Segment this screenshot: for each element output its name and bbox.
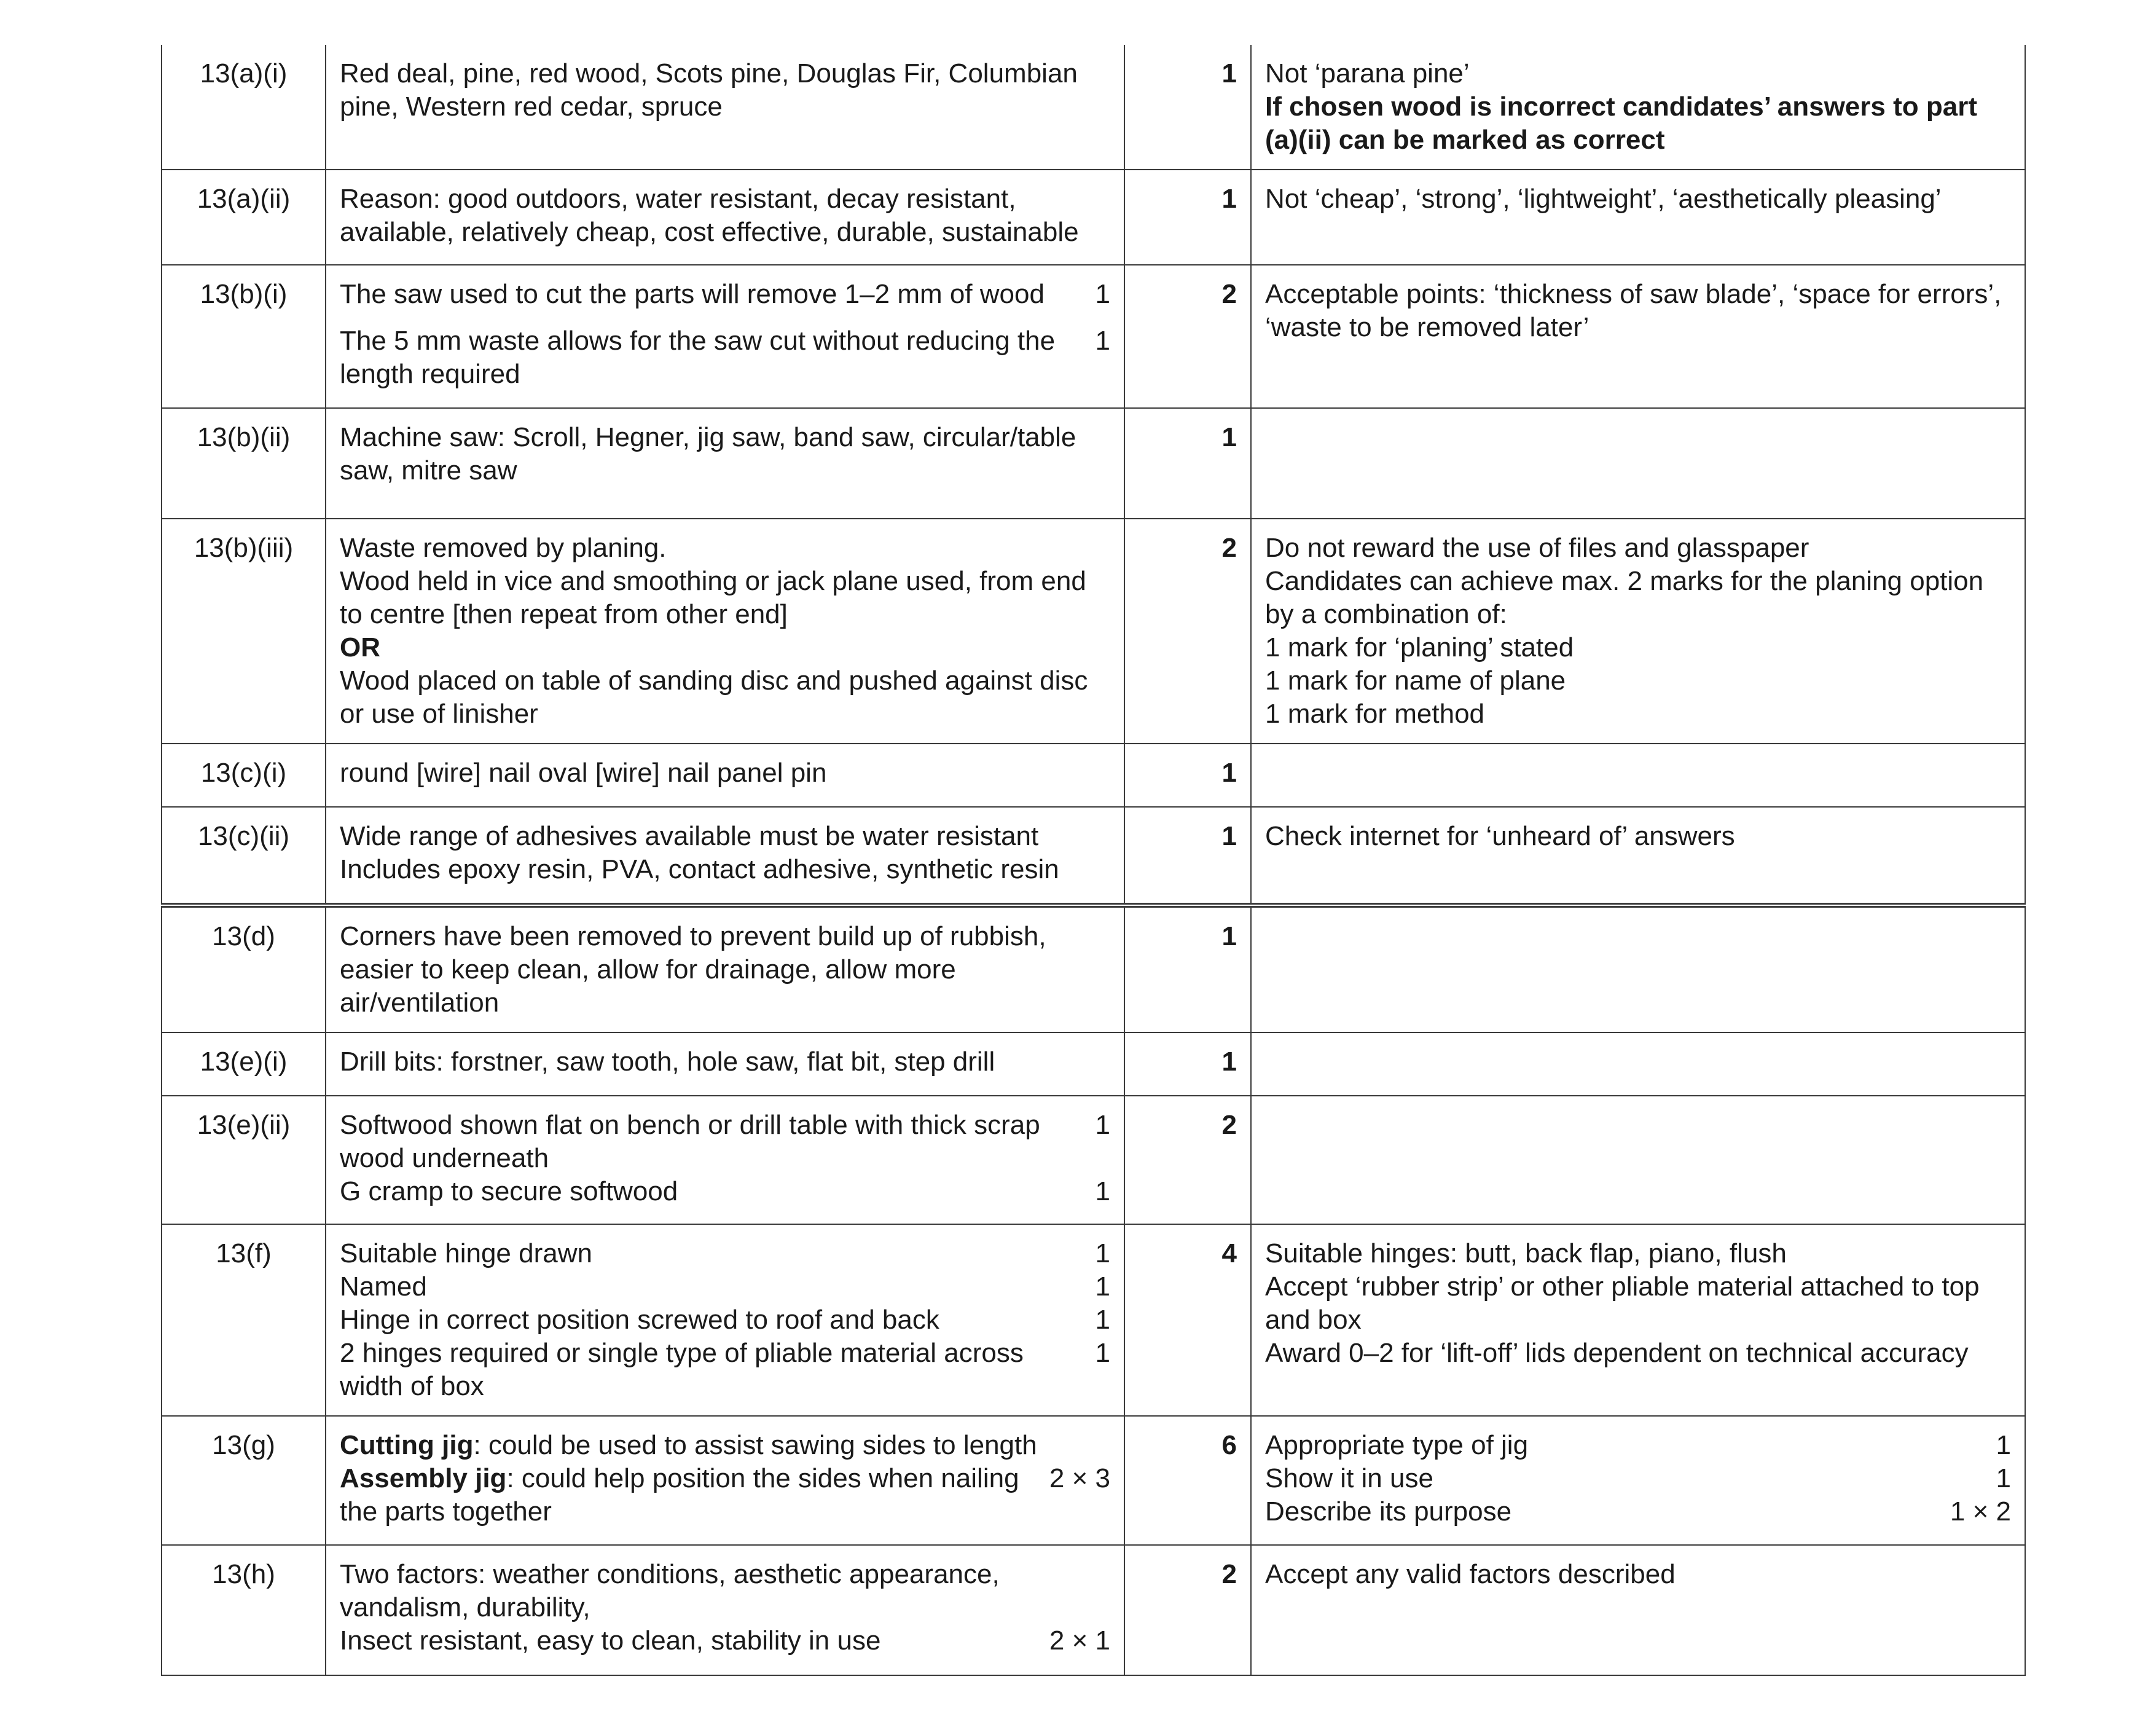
guidance-cell [1251,1545,2025,1675]
guidance-cell [1251,905,2025,1032]
text-line [340,1303,1110,1337]
question-number: 13(e)(i) [162,1032,326,1096]
text-line [340,1109,1110,1175]
text-line [340,1175,1110,1208]
line-body: Reason: good outdoors, water resistant, decay resistant, available, relatively cheap, cost effective, durable, sustainable [340,184,1079,247]
question-number: 13(f) [162,1224,326,1416]
line-text [340,57,1110,124]
line-body: Suitable hinge drawn [340,1238,592,1268]
text-line [1265,1270,2011,1337]
text-line [340,1337,1110,1403]
answer-cell [326,519,1124,744]
line-text [1265,90,2011,157]
question-row [162,519,2025,744]
text-line [340,278,1110,311]
line-body: Accept ‘rubber strip’ or other pliable material attached to top and box [1265,1272,1980,1335]
line-mark: 1 [1095,279,1110,309]
line-body: round [wire] nail oval [wire] nail panel pin [340,758,827,788]
text-line [1265,1337,2011,1370]
line-body: Check internet for ‘unheard of’ answers [1265,821,1735,851]
guidance-cell [1251,408,2025,519]
answer-cell [326,45,1124,170]
line-body: Show it in use [1265,1463,1433,1493]
marks-cell: 6 [1124,1416,1251,1545]
question-row [162,45,2025,170]
line-text [340,664,1110,731]
guidance-cell [1251,45,2025,170]
question-number: 13(a)(ii) [162,170,326,265]
line-body: OR [340,632,380,662]
line-body: The 5 mm waste allows for the saw cut without reducing the length required [340,326,1056,389]
line-body: 2 hinges required or single type of pliable material across width of box [340,1338,1024,1401]
line-body: Waste removed by planing. [340,533,667,563]
line-body: Acceptable points: ‘thickness of saw blade’, ‘space for errors’, ‘waste to be removed later’ [1265,279,2002,342]
question-row [162,1545,2025,1675]
text-line [1265,820,2011,853]
line-body: Candidates can achieve max. 2 marks for the planing option by a combination of: [1265,566,1984,629]
line-mark: 1 [1095,1338,1110,1368]
text-line [340,1045,1110,1079]
marks-cell: 1 [1124,170,1251,265]
line-text [1265,1237,1787,1270]
question-number: 13(c)(i) [162,744,326,807]
line-text [340,820,1038,853]
line-text [340,631,380,664]
question-row [162,408,2025,519]
line-text [340,324,1083,391]
line-text [340,1303,939,1337]
text-line [1265,57,2011,90]
line-text [1265,565,2011,631]
line-body: Hinge in correct position screwed to roof and back [340,1305,939,1335]
text-line [1265,698,2011,731]
line-text [340,183,1110,249]
text-line [340,1558,1110,1624]
text-line [340,757,1110,790]
marks-cell: 2 [1124,1096,1251,1224]
line-mark: 2 × 1 [1049,1626,1110,1656]
line-text [1265,1462,1433,1495]
guidance-cell [1251,744,2025,807]
line-mark: 2 × 3 [1049,1463,1110,1493]
line-body: Drill bits: forstner, saw tooth, hole saw, flat bit, step drill [340,1047,995,1077]
question-row [162,744,2025,807]
text-line [340,1429,1110,1462]
text-line [340,565,1110,631]
text-line [340,1462,1110,1528]
question-row [162,265,2025,408]
question-number: 13(b)(i) [162,265,326,408]
text-line [1265,1462,2011,1495]
line-text [340,278,1045,311]
line-text [340,1462,1037,1528]
line-mark: 1 [1996,1463,2011,1493]
text-line [340,183,1110,249]
text-line [1265,1495,2011,1528]
text-line [1265,565,2011,631]
text-line [340,57,1110,124]
line-text [1265,183,1942,216]
line-text [340,1109,1083,1175]
text-line [1265,631,2011,664]
line-mark: 1 [1095,1305,1110,1335]
line-body: G cramp to secure softwood [340,1176,678,1206]
question-number: 13(e)(ii) [162,1096,326,1224]
answer-cell [326,1032,1124,1096]
line-text [340,1337,1083,1403]
line-text [340,532,667,565]
line-text [1265,532,1809,565]
text-line [340,631,1110,664]
text-line [1265,664,2011,698]
line-body: The saw used to cut the parts will remove 1–2 mm of wood [340,279,1045,309]
line-body: 1 mark for method [1265,699,1485,729]
line-spacer [340,311,1110,324]
question-row [162,1096,2025,1224]
text-line [340,920,1110,1020]
line-body: Includes epoxy resin, PVA, contact adhesive, synthetic resin [340,854,1059,884]
text-line [1265,90,2011,157]
line-text [1265,1495,1511,1528]
marks-cell: 1 [1124,408,1251,519]
line-mark: 1 [1095,1238,1110,1268]
line-body: Do not reward the use of files and glasspaper [1265,533,1809,563]
line-text [1265,1429,1528,1462]
answer-cell [326,1416,1124,1545]
line-text [1265,664,1566,698]
text-line [340,324,1110,391]
guidance-cell [1251,807,2025,905]
line-mark: 1 × 2 [1950,1496,2011,1527]
line-body: Softwood shown flat on bench or drill table with thick scrap wood underneath [340,1110,1040,1173]
marks-cell: 2 [1124,519,1251,744]
line-text [340,1270,427,1303]
line-mark: 1 [1095,326,1110,356]
line-body: 1 mark for ‘planing’ stated [1265,632,1574,662]
question-row [162,905,2025,1032]
line-text [1265,1558,1676,1591]
line-text [340,565,1110,631]
marks-cell: 1 [1124,45,1251,170]
text-line [1265,1558,2011,1591]
marks-cell: 1 [1124,1032,1251,1096]
text-line [1265,1237,2011,1270]
line-text [340,853,1059,886]
text-line [340,664,1110,731]
bold-term: Cutting jig [340,1430,474,1460]
question-row [162,1224,2025,1416]
line-text [340,1429,1037,1462]
answer-cell [326,905,1124,1032]
answer-cell [326,807,1124,905]
question-row [162,1416,2025,1545]
question-number: 13(g) [162,1416,326,1545]
text-line [1265,1429,2011,1462]
guidance-cell [1251,1096,2025,1224]
text-line [340,1270,1110,1303]
line-body: Wood placed on table of sanding disc and pushed against disc or use of linisher [340,666,1088,729]
question-row [162,1032,2025,1096]
answer-cell [326,744,1124,807]
text-line [340,532,1110,565]
line-body: Red deal, pine, red wood, Scots pine, Douglas Fir, Columbian pine, Western red cedar, spruce [340,58,1078,122]
question-number: 13(a)(i) [162,45,326,170]
line-body: Wood held in vice and smoothing or jack plane used, from end to centre [then repeat from other end] [340,566,1086,629]
line-text [340,1624,880,1657]
line-text [1265,278,2011,344]
line-body: Insect resistant, easy to clean, stability in use [340,1626,881,1656]
text-line [1265,183,2011,216]
line-text [1265,1270,2011,1337]
line-text [1265,57,1470,90]
line-body: Wide range of adhesives available must be water resistant [340,821,1039,851]
line-mark: 1 [1095,1176,1110,1206]
marks-cell: 4 [1124,1224,1251,1416]
line-mark: 1 [1996,1430,2011,1460]
line-text [1265,1337,1969,1370]
text-line [340,1237,1110,1270]
line-body: Machine saw: Scroll, Hegner, jig saw, band saw, circular/table saw, mitre saw [340,422,1076,486]
guidance-cell [1251,1032,2025,1096]
text-line [1265,278,2011,344]
line-text [340,1558,1110,1624]
line-text [1265,820,1735,853]
guidance-cell [1251,170,2025,265]
line-text [340,1175,678,1208]
line-body: : could help position the sides when nailing the parts together [340,1463,1019,1527]
question-number: 13(d) [162,905,326,1032]
guidance-cell [1251,1416,2025,1545]
guidance-cell [1251,1224,2025,1416]
text-line [340,421,1110,487]
line-body: Accept any valid factors described [1265,1559,1676,1589]
line-text [340,1045,995,1079]
line-text [1265,698,1484,731]
answer-cell [326,170,1124,265]
marks-cell: 2 [1124,265,1251,408]
mark-scheme-table [161,45,2026,1676]
line-body: Suitable hinges: butt, back flap, piano, flush [1265,1238,1787,1268]
question-row [162,807,2025,905]
marks-cell: 2 [1124,1545,1251,1675]
text-line [340,1624,1110,1657]
line-text [1265,631,1574,664]
line-text [340,421,1110,487]
line-body: Not ‘parana pine’ [1265,58,1470,88]
answer-cell [326,265,1124,408]
question-number: 13(h) [162,1545,326,1675]
marks-cell: 1 [1124,744,1251,807]
line-body: Appropriate type of jig [1265,1430,1529,1460]
line-text [340,1237,592,1270]
text-line [340,820,1110,853]
text-line [1265,532,2011,565]
answer-cell [326,408,1124,519]
answer-cell [326,1545,1124,1675]
question-number: 13(c)(ii) [162,807,326,905]
line-body: 1 mark for name of plane [1265,666,1566,696]
question-row [162,170,2025,265]
line-body: Named [340,1272,427,1302]
line-text [340,757,826,790]
line-body: Not ‘cheap’, ‘strong’, ‘lightweight’, ‘aesthetically pleasing’ [1265,184,1942,214]
marks-cell: 1 [1124,807,1251,905]
answer-cell [326,1224,1124,1416]
marks-cell: 1 [1124,905,1251,1032]
answer-cell [326,1096,1124,1224]
text-line [340,853,1110,886]
line-body: Describe its purpose [1265,1496,1512,1527]
question-number: 13(b)(iii) [162,519,326,744]
line-mark: 1 [1095,1110,1110,1140]
question-number: 13(b)(ii) [162,408,326,519]
line-text [340,920,1110,1020]
line-body: Two factors: weather conditions, aesthetic appearance, vandalism, durability, [340,1559,1000,1622]
line-body: : could be used to assist sawing sides to length [473,1430,1037,1460]
bold-term: Assembly jig [340,1463,507,1493]
guidance-cell [1251,265,2025,408]
line-body: Award 0–2 for ‘lift-off’ lids dependent on technical accuracy [1265,1338,1969,1368]
guidance-cell [1251,519,2025,744]
line-body: If chosen wood is incorrect candidates’ answers to part (a)(ii) can be marked as correct [1265,92,1977,155]
line-body: Corners have been removed to prevent build up of rubbish, easier to keep clean, allow for drainage, allow more air/ventilation [340,921,1046,1018]
line-mark: 1 [1095,1272,1110,1302]
